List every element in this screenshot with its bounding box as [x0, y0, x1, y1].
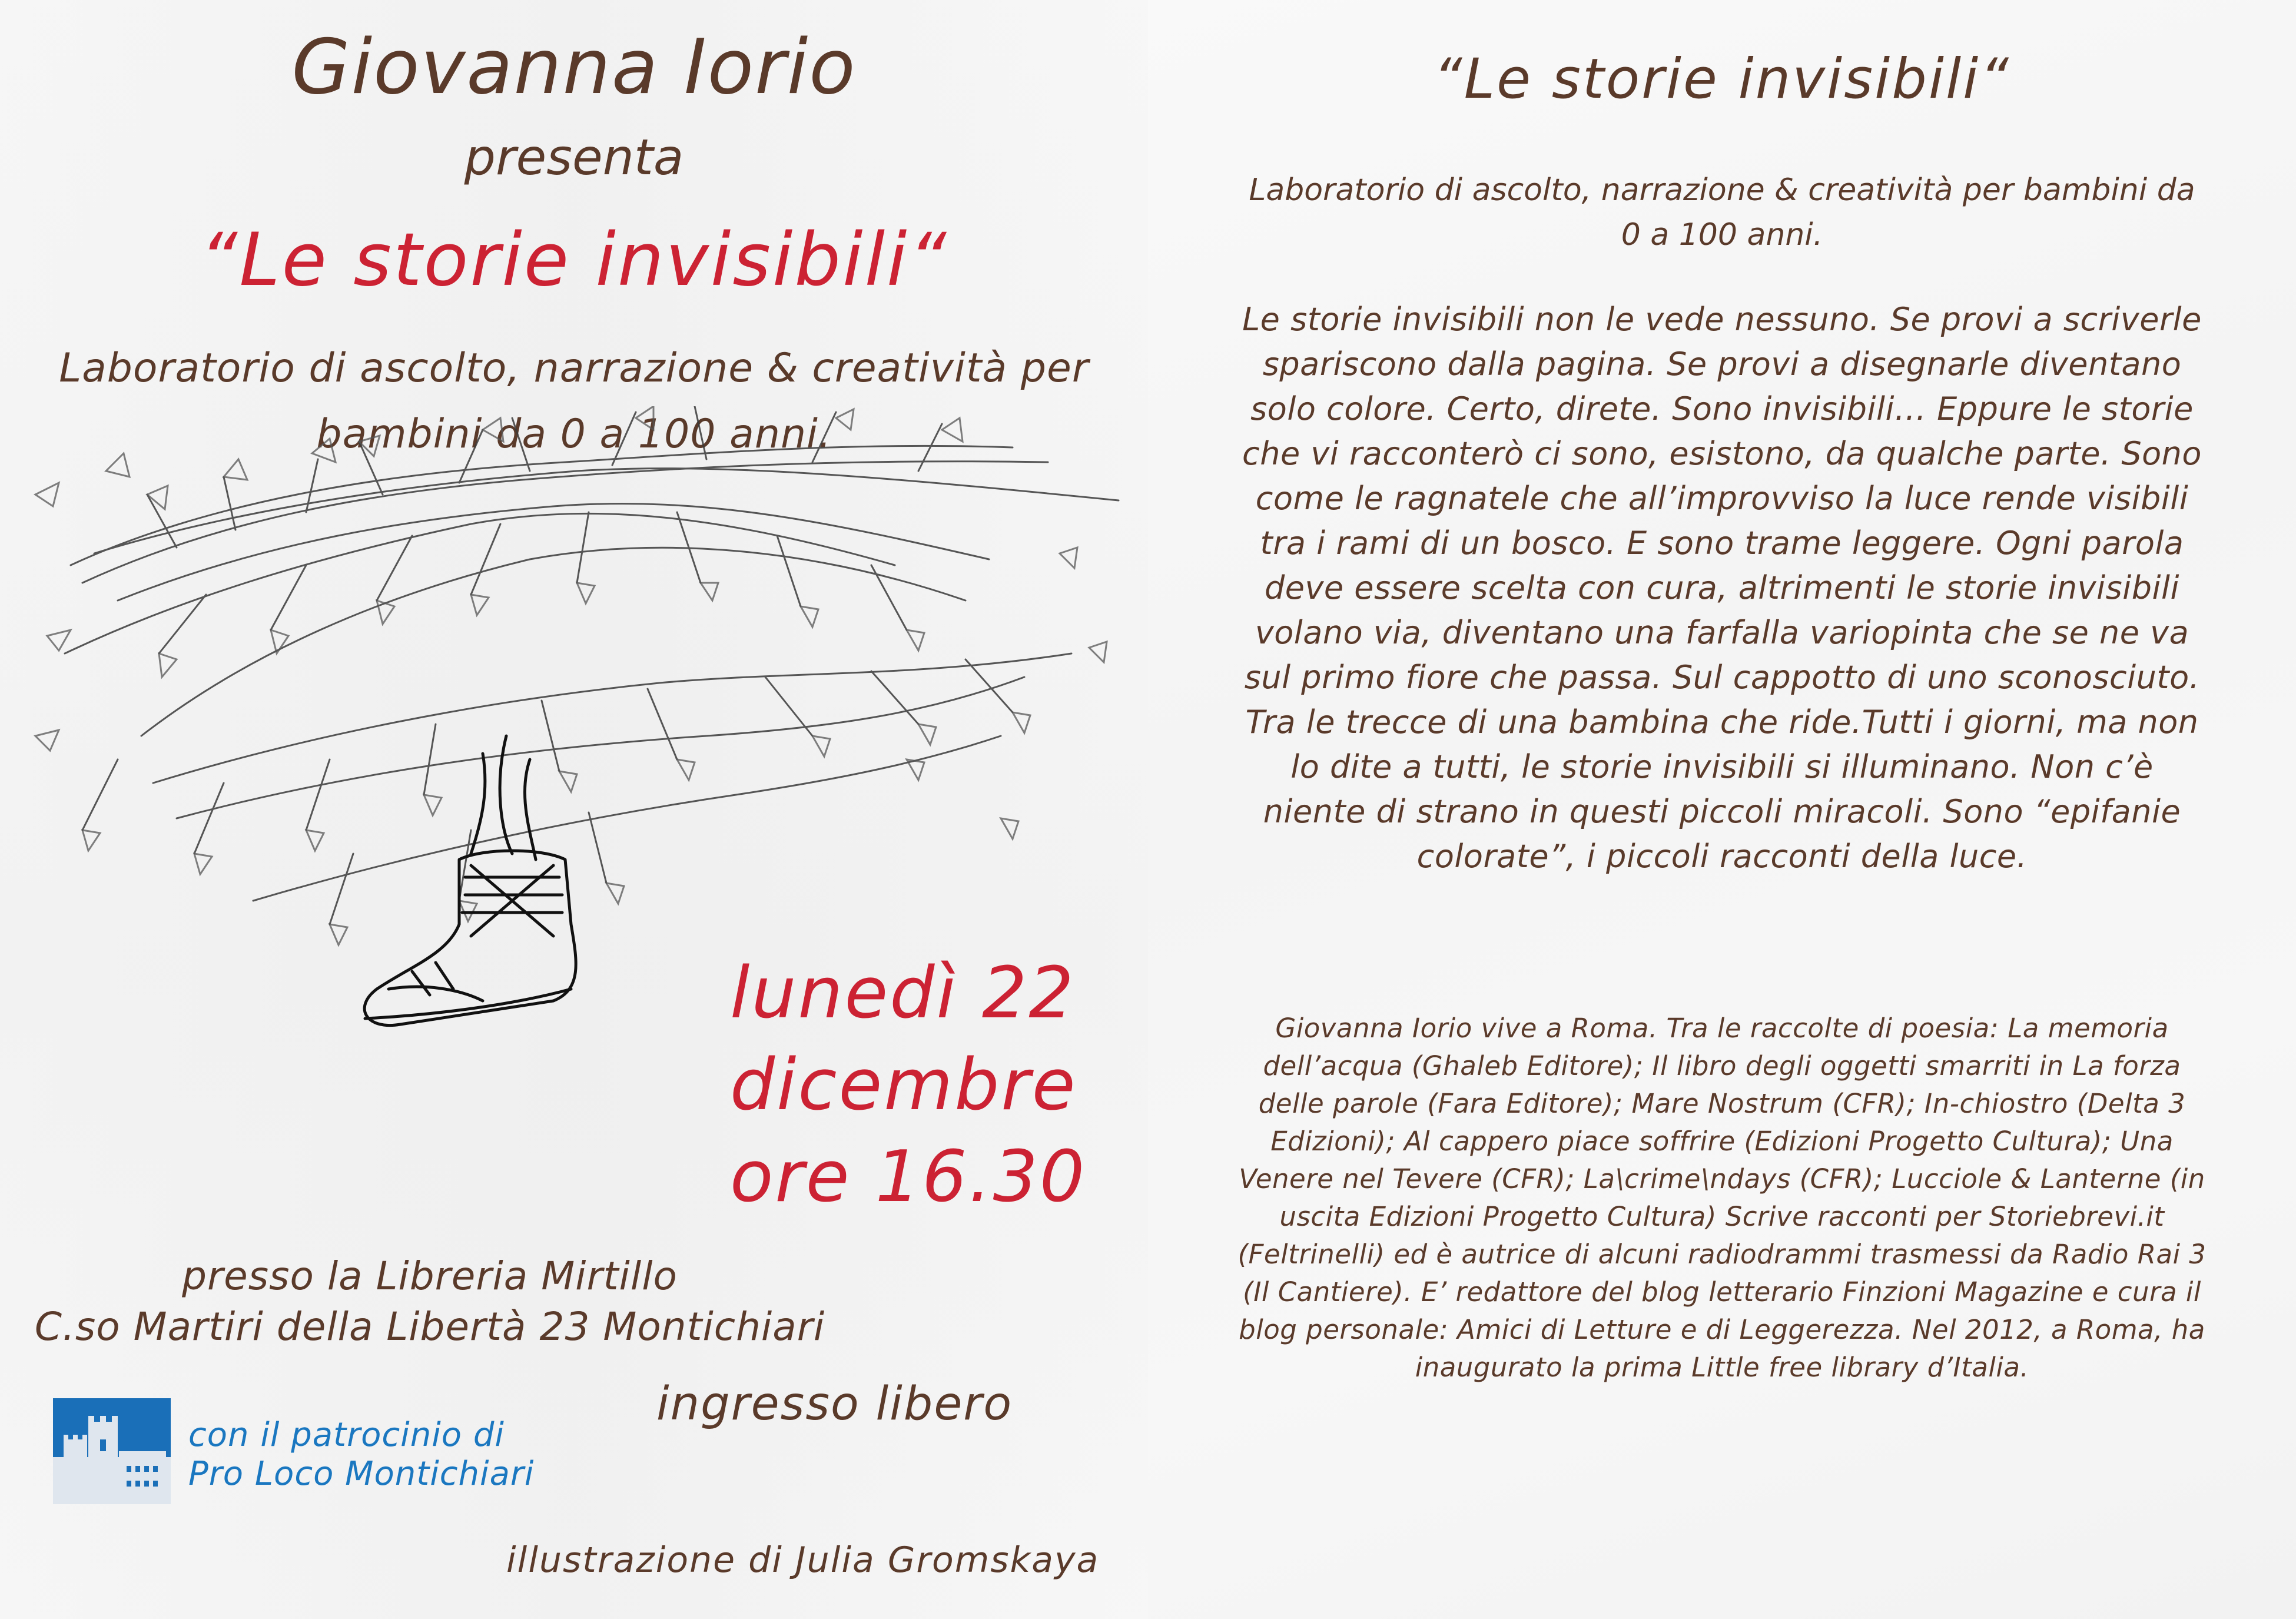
- author-name: Giovanna Iorio: [291, 24, 857, 111]
- illustration-credit: illustrazione di Julia Gromskaya: [506, 1540, 1100, 1581]
- description-title: “Le storie invisibili“: [1434, 47, 2010, 111]
- poster-title: “Le storie invisibili“: [200, 218, 948, 303]
- venue: [24, 1251, 836, 1352]
- description-subtitle: Laboratorio di ascolto, narrazione & creatività per bambini da 0 a 100 anni.: [1249, 172, 2195, 253]
- event-date: [730, 948, 1086, 1223]
- presents-label: presenta: [464, 128, 684, 186]
- description-page: [1148, 0, 2296, 1619]
- poster-subtitle: Laboratorio di ascolto, narrazione & creatività per bambini da 0 a 100 anni.: [59, 345, 1089, 457]
- description-body: Le storie invisibili non le vede nessuno. Se provi a scriverle spariscono dalla pagina. Se provi a disegnarle diventano solo colore. Certo, direte. Sono invisibili… Eppure le storie che vi racconterò ci sono, esistono, da qualche parte. Sono come le ragnatele che all’improvviso la luce rende visibili tra i rami di un bosco. E sono trame leggere. Ogni parola deve essere scelta con cura, altrimenti le storie invisibili volano via, diventano una farfalla variopinta che se ne va sul primo fiore che passa. Sul cappotto di uno sconosciuto. Tra le trecce di una bambina che ride.Tutti i giorni, ma non lo dite a tutti, le storie invisibili si illuminano. Non c’è niente di strano in questi piccoli miracoli. Sono “epifanie colorate”, i piccoli racconti della luce.: [1242, 301, 2202, 875]
- date-line-2: dicembre: [730, 1044, 1077, 1126]
- date-time: ore 16.30: [730, 1136, 1087, 1218]
- pro-loco-castle-logo: [53, 1398, 171, 1504]
- sponsor-name: Pro Loco Montichiari: [188, 1455, 535, 1493]
- entry-info: ingresso libero: [656, 1378, 1013, 1431]
- sponsor-label: con il patrocinio di: [188, 1416, 505, 1454]
- author-bio: Giovanna Iorio vive a Roma. Tra le raccolte di poesia: La memoria dell’acqua (Ghaleb Editore); Il libro degli oggetti smarriti in La forza delle parole (Fara Editore); Mare Nostrum (CFR); In-chiostro (Delta 3 Edizioni); Al cappero piace soffrire (Edizioni Progetto Cultura); Una Venere nel Tevere (CFR); La\crime\ndays (CFR); Lucciole & Lanterne (in uscita Edizioni Progetto Cultura) Scrive racconti per Storiebrevi.it (Feltrinelli) ed è autrice di alcuni radiodrammi trasmessi da Radio Rai 3 (Il Cantiere). E’ redattore del blog letterario Finzioni Magazine e cura il blog personale: Amici di Letture e di Leggerezza. Nel 2012, a Roma, ha inaugurato la prima Little free library d’Italia.: [1237, 1013, 2207, 1383]
- venue-name: presso la Libreria Mirtillo: [182, 1253, 678, 1299]
- date-line-1: lunedì 22: [730, 953, 1076, 1034]
- sponsor: [188, 1416, 535, 1494]
- venue-address: C.so Martiri della Libertà 23 Montichiari: [34, 1304, 825, 1349]
